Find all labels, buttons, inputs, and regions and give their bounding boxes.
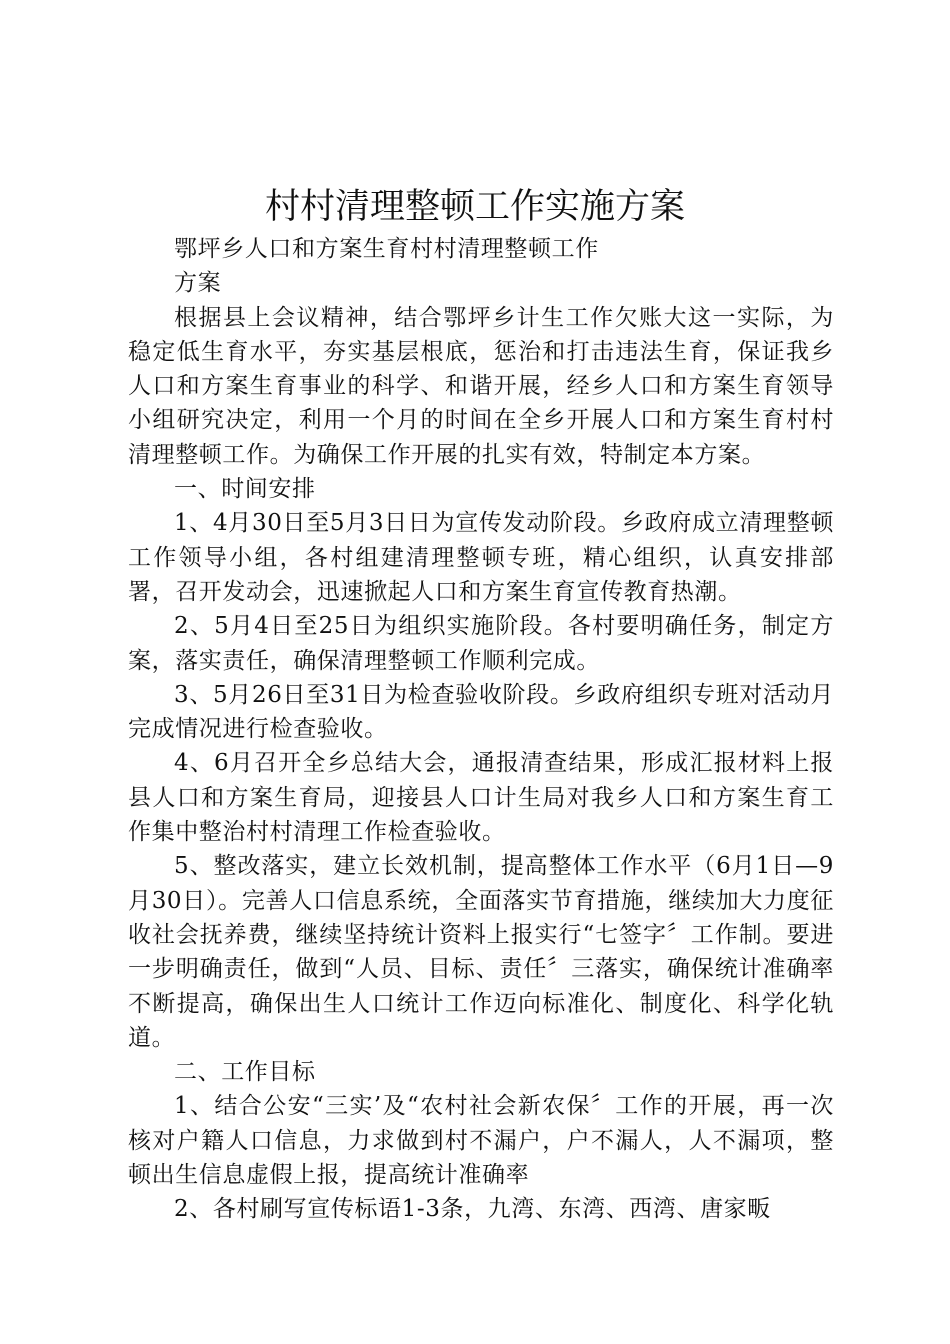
- paragraph-intro: 根据县上会议精神，结合鄂坪乡计生工作欠账大这一实际，为稳定低生育水平，夯实基层根底，惩治和打击违法生育，保证我乡人口和方案生育事业的科学、和谐开展，经乡人口和方案生育领导小组研究决定，利用一个月的时间在全乡开展人口和方案生育村村清理整顿工作。为确保工作开展的扎实有效，特制定本方案。: [128, 304, 834, 468]
- paragraph-schedule-item-4: 4、6月召开全乡总结大会，通报清查结果，形成汇报材料上报县人口和方案生育局，迎接县人口计生局对我乡人口和方案生育工作集中整治村村清理工作检查验收。: [128, 750, 834, 846]
- paragraph-schedule-item-2: 2、5月4日至25日为组织实施阶段。各村要明确任务，制定方案，落实责任，确保清理整顿工作顺利完成。: [128, 613, 834, 674]
- section-heading-goals: 二、工作目标: [174, 1059, 316, 1086]
- document-title: 村村清理整顿工作实施方案: [264, 187, 685, 227]
- paragraph-schedule-item-5: 5、整改落实，建立长效机制，提高整体工作水平（6月1日—9月30日）。完善人口信息系统，全面落实节育措施，继续加大力度征收社会抚养费，继续坚持统计资料上报实行“七签字〞工作制。要进一步明确责任，做到“人员、目标、责任〞三落实，确保统计准确率不断提高，确保出生人口统计工作迈向标准化、制度化、科学化轨道。: [128, 853, 834, 1051]
- paragraph-subtitle-line-2: 方案: [174, 270, 222, 297]
- paragraph-subtitle-line-1: 鄂坪乡人口和方案生育村村清理整顿工作: [174, 236, 599, 262]
- section-heading-schedule: 一、时间安排: [174, 476, 316, 503]
- paragraph-schedule-item-1: 1、4月30日至5月3日日为宣传发动阶段。乡政府成立清理整顿工作领导小组，各村组建清理整顿专班，精心组织，认真安排部署，召开发动会，迅速掀起人口和方案生育宣传教育热潮。: [128, 510, 834, 605]
- document-body: [128, 232, 834, 1227]
- paragraph-goal-item-1: 1、结合公安“三实’及“农村社会新农保〞工作的开展，再一次核对户籍人口信息，力求做到村不漏户，户不漏人，人不漏项，整顿出生信息虚假上报，提高统计准确率: [128, 1093, 834, 1189]
- paragraph-schedule-item-3: 3、5月26日至31日为检查验收阶段。乡政府组织专班对活动月完成情况进行检查验收。: [128, 681, 834, 743]
- paragraph-goal-item-2: 2、各村刷写宣传标语1-3条，九湾、东湾、西湾、唐家畈: [174, 1196, 771, 1223]
